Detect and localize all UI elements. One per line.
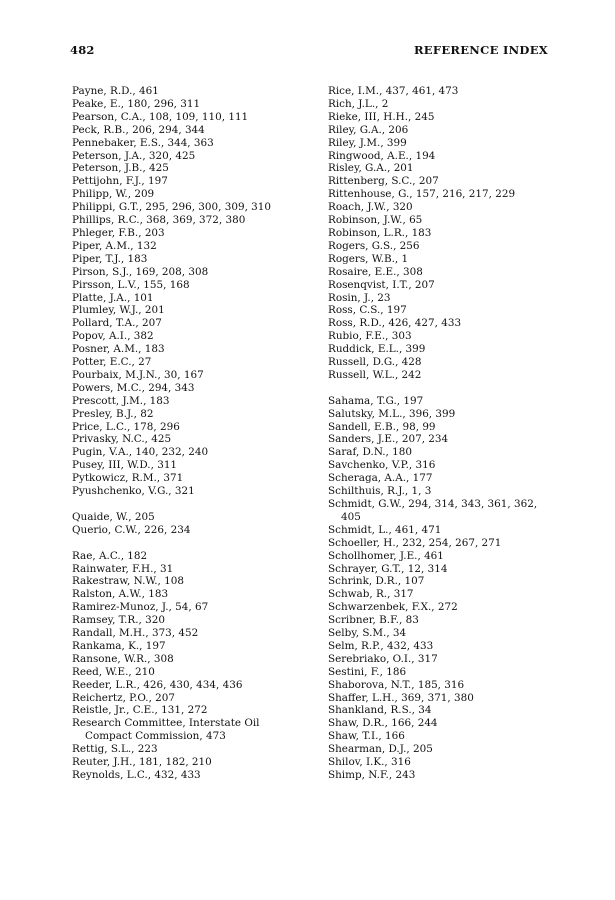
index-entry: Quaide, W., 205 bbox=[72, 510, 155, 523]
index-entry: Phillips, R.C., 368, 369, 372, 380 bbox=[72, 214, 246, 227]
index-entry: Ransone, W.R., 308 bbox=[72, 652, 174, 665]
group-gap bbox=[67, 498, 302, 511]
index-group-s bbox=[323, 395, 558, 782]
index-entry: Reichertz, P.O., 207 bbox=[72, 691, 176, 704]
index-entry: Pettijohn, F.J., 197 bbox=[72, 175, 168, 188]
index-entry: Riley, G.A., 206 bbox=[328, 123, 409, 136]
index-entry: Shankland, R.S., 34 bbox=[328, 704, 432, 717]
index-entry: Schollhomer, J.E., 461 bbox=[328, 549, 444, 562]
index-entry: Rakestraw, N.W., 108 bbox=[72, 575, 184, 588]
index-entry: Reuter, J.H., 181, 182, 210 bbox=[72, 756, 212, 769]
index-entry: Rosenqvist, I.T., 207 bbox=[328, 278, 435, 291]
index-entry: Pennebaker, E.S., 344, 363 bbox=[72, 136, 214, 149]
index-entry: Powers, M.C., 294, 343 bbox=[72, 381, 195, 394]
index-entry: Selby, S.M., 34 bbox=[328, 627, 407, 640]
index-entry: Philipp, W., 209 bbox=[72, 188, 155, 201]
index-entry: Saraf, D.N., 180 bbox=[328, 446, 412, 459]
index-entry: Shaffer, L.H., 369, 371, 380 bbox=[328, 691, 474, 704]
index-entry: Scheraga, A.A., 177 bbox=[328, 472, 433, 485]
index-entry: Rosaire, E.E., 308 bbox=[328, 265, 423, 278]
index-entry: Schmidt, L., 461, 471 bbox=[328, 523, 442, 536]
index-entry: Ross, C.S., 197 bbox=[328, 304, 407, 317]
index-group-r bbox=[67, 550, 302, 782]
index-entry: Rittenberg, S.C., 207 bbox=[328, 175, 439, 188]
index-entry: Serebriako, O.I., 317 bbox=[328, 652, 438, 665]
index-entry: Pollard, T.A., 207 bbox=[72, 317, 162, 330]
index-entry: Ruddick, E.L., 399 bbox=[328, 343, 426, 356]
index-entry: Robinson, L.R., 183 bbox=[328, 226, 432, 239]
running-head: REFERENCE INDEX bbox=[413, 43, 548, 57]
index-entry: Rittenhouse, G., 157, 216, 217, 229 bbox=[328, 188, 516, 201]
index-entry: Schwarzenbek, F.X., 272 bbox=[328, 601, 458, 614]
index-entry: Ross, R.D., 426, 427, 433 bbox=[328, 317, 462, 330]
index-entry: Randall, M.H., 373, 452 bbox=[72, 627, 199, 640]
index-entry: Peterson, J.B., 425 bbox=[72, 162, 169, 175]
index-entry: Popov, A.I., 382 bbox=[72, 330, 154, 343]
index-entry: Scribner, B.F., 83 bbox=[328, 614, 419, 627]
index-entry: Russell, W.L., 242 bbox=[328, 368, 422, 381]
index-entry: Robinson, J.W., 65 bbox=[328, 214, 423, 227]
index-entry: Peake, E., 180, 296, 311 bbox=[72, 97, 201, 110]
index-entry: Rainwater, F.H., 31 bbox=[72, 562, 174, 575]
index-entry: Peck, R.B., 206, 294, 344 bbox=[72, 123, 205, 136]
index-entry: Pugin, V.A., 140, 232, 240 bbox=[72, 446, 209, 459]
index-entry: Shilov, I.K., 316 bbox=[328, 756, 411, 769]
index-entry: Piper, T.J., 183 bbox=[72, 252, 148, 265]
index-entry: Schoeller, H., 232, 254, 267, 271 bbox=[328, 536, 502, 549]
index-entry: Platte, J.A., 101 bbox=[72, 291, 154, 304]
index-entry: Pearson, C.A., 108, 109, 110, 111 bbox=[72, 110, 249, 123]
index-entry: Plumley, W.J., 201 bbox=[72, 304, 165, 317]
index-column-left bbox=[67, 85, 302, 782]
index-entry: Reynolds, L.C., 432, 433 bbox=[72, 769, 201, 781]
index-entry: Salutsky, M.L., 396, 399 bbox=[328, 407, 456, 420]
index-entry: Pourbaix, M.J.N., 30, 167 bbox=[72, 368, 204, 381]
index-entry: Shaw, D.R., 166, 244 bbox=[328, 717, 438, 730]
index-entry: Payne, R.D., 461 bbox=[72, 85, 159, 97]
index-entry: Phleger, F.B., 203 bbox=[72, 226, 165, 239]
index-entry: Ramsey, T.R., 320 bbox=[72, 614, 165, 627]
index-entry: Privasky, N.C., 425 bbox=[72, 433, 172, 446]
index-entry: Querio, C.W., 226, 234 bbox=[72, 523, 191, 536]
index-entry: Riley, J.M., 399 bbox=[328, 136, 407, 149]
index-entry: Rettig, S.L., 223 bbox=[72, 743, 158, 756]
index-entry: Research Committee, Interstate Oil Compact Commission, 473 bbox=[72, 717, 260, 743]
index-group-q bbox=[67, 511, 302, 537]
index-entry: Shaborova, N.T., 185, 316 bbox=[328, 678, 465, 691]
index-entry: Schrink, D.R., 107 bbox=[328, 575, 425, 588]
group-gap bbox=[67, 537, 302, 550]
index-entry: Pytkowicz, R.M., 371 bbox=[72, 472, 184, 485]
index-entry: Ralston, A.W., 183 bbox=[72, 588, 169, 601]
index-entry: Sahama, T.G., 197 bbox=[328, 394, 424, 407]
index-entry: Shearman, D.J., 205 bbox=[328, 743, 433, 756]
index-entry: Sandell, E.B., 98, 99 bbox=[328, 420, 436, 433]
index-entry: Potter, E.C., 27 bbox=[72, 356, 152, 369]
index-entry: Ramirez-Munoz, J., 54, 67 bbox=[72, 601, 209, 614]
index-entry: Schmidt, G.W., 294, 314, 343, 361, 362, 405 bbox=[328, 497, 538, 523]
index-entry: Rogers, W.B., 1 bbox=[328, 252, 409, 265]
page-number: 482 bbox=[70, 43, 95, 57]
index-entry: Piper, A.M., 132 bbox=[72, 239, 157, 252]
index-entry: Price, L.C., 178, 296 bbox=[72, 420, 180, 433]
index-entry: Pirsson, L.V., 155, 168 bbox=[72, 278, 190, 291]
index-entry: Schilthuis, R.J., 1, 3 bbox=[328, 485, 432, 498]
index-entry: Rice, I.M., 437, 461, 473 bbox=[328, 85, 459, 97]
index-entry: Shaw, T.I., 166 bbox=[328, 730, 405, 743]
index-entry: Risley, G.A., 201 bbox=[328, 162, 414, 175]
index-entry: Reeder, L.R., 426, 430, 434, 436 bbox=[72, 678, 243, 691]
index-entry: Schrayer, G.T., 12, 314 bbox=[328, 562, 448, 575]
index-group-r-continued bbox=[323, 85, 558, 382]
index-entry: Rae, A.C., 182 bbox=[72, 549, 148, 562]
group-gap bbox=[323, 382, 558, 395]
index-entry: Pusey, III, W.D., 311 bbox=[72, 459, 178, 472]
index-entry: Ringwood, A.E., 194 bbox=[328, 149, 436, 162]
index-entry: Rich, J.L., 2 bbox=[328, 97, 389, 110]
index-group-p bbox=[67, 85, 302, 498]
index-entry: Sanders, J.E., 207, 234 bbox=[328, 433, 449, 446]
index-entry: Reed, W.E., 210 bbox=[72, 665, 155, 678]
index-entry: Rosin, J., 23 bbox=[328, 291, 391, 304]
index-entry: Selm, R.P., 432, 433 bbox=[328, 639, 434, 652]
index-entry: Rogers, G.S., 256 bbox=[328, 239, 420, 252]
index-entry: Posner, A.M., 183 bbox=[72, 343, 165, 356]
index-entry: Roach, J.W., 320 bbox=[328, 201, 413, 214]
index-entry: Russell, D.G., 428 bbox=[328, 356, 422, 369]
index-entry: Pirson, S.J., 169, 208, 308 bbox=[72, 265, 209, 278]
index-entry: Pyushchenko, V.G., 321 bbox=[72, 485, 195, 498]
index-entry: Sestini, F., 186 bbox=[328, 665, 407, 678]
index-entry: Peterson, J.A., 320, 425 bbox=[72, 149, 196, 162]
index-entry: Rieke, III, H.H., 245 bbox=[328, 110, 435, 123]
index-entry: Savchenko, V.P., 316 bbox=[328, 459, 436, 472]
index-entry: Reistle, Jr., C.E., 131, 272 bbox=[72, 704, 208, 717]
index-entry: Rankama, K., 197 bbox=[72, 639, 166, 652]
index-entry: Prescott, J.M., 183 bbox=[72, 394, 170, 407]
index-entry: Shimp, N.F., 243 bbox=[328, 769, 416, 782]
index-entry: Rubio, F.E., 303 bbox=[328, 330, 412, 343]
index-entry: Philippi, G.T., 295, 296, 300, 309, 310 bbox=[72, 201, 272, 214]
index-entry: Presley, B.J., 82 bbox=[72, 407, 154, 420]
index-column-right bbox=[323, 85, 558, 782]
index-entry: Schwab, R., 317 bbox=[328, 588, 414, 601]
